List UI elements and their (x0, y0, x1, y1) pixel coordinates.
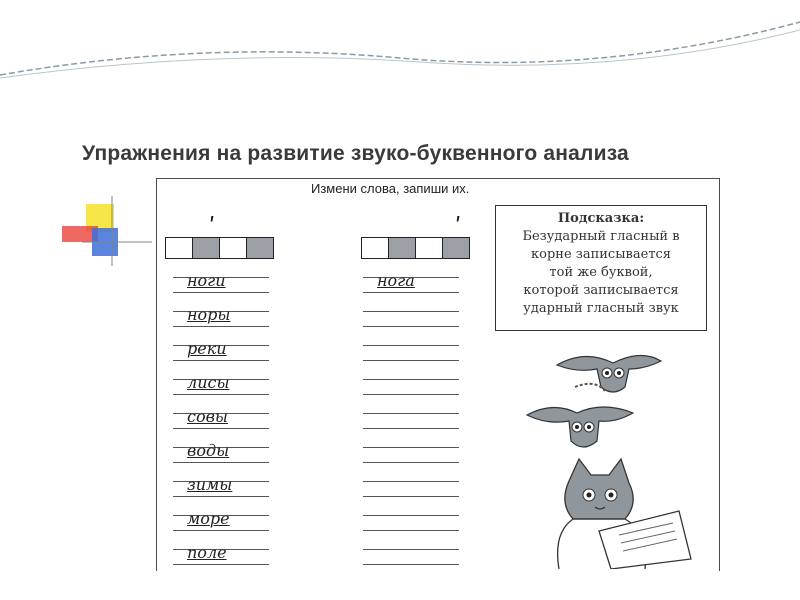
answer-row-blank[interactable] (363, 475, 459, 509)
answer-row-blank[interactable] (363, 543, 459, 577)
scheme-cell (362, 238, 389, 258)
word-row (173, 509, 269, 543)
word-row (173, 305, 269, 339)
answer-row-blank[interactable] (363, 407, 459, 441)
given-word: лисы (187, 373, 230, 392)
answer-row-blank[interactable] (363, 305, 459, 339)
word-scheme-right (361, 215, 470, 259)
given-word: совы (187, 407, 228, 426)
left-word-column (173, 271, 269, 577)
word-row (173, 475, 269, 509)
slide-title: Упражнения на развитие звуко-буквенного анализа (82, 142, 629, 165)
word-row (173, 339, 269, 373)
wave-decoration (0, 0, 800, 100)
cat-with-scroll-icon (529, 451, 699, 569)
word-row (173, 441, 269, 475)
worksheet (156, 178, 720, 571)
answer-row-blank[interactable] (363, 441, 459, 475)
given-word: зимы (187, 475, 233, 494)
word-row (173, 543, 269, 577)
word-scheme-left (165, 215, 274, 259)
scheme-cell (166, 238, 193, 258)
slide-top-band (0, 0, 800, 100)
accent-mark: ʹ (455, 215, 462, 240)
answer-row-blank[interactable] (363, 339, 459, 373)
color-squares-decoration (62, 196, 152, 268)
scheme-cell-vowel (389, 238, 416, 258)
given-word: море (187, 509, 230, 528)
given-word: реки (187, 339, 227, 358)
hint-title: Подсказка: (557, 211, 645, 226)
hint-line: ударный гласный звук (523, 301, 679, 316)
right-answer-column (363, 271, 459, 577)
given-word: поле (187, 543, 227, 562)
hint-line: корне записывается (531, 247, 671, 262)
word-row (173, 407, 269, 441)
scheme-cell-vowel (193, 238, 220, 258)
hint-box (495, 205, 707, 331)
hint-line: которой записывается (523, 283, 679, 298)
owl-icon (525, 401, 637, 455)
given-word: ноги (187, 271, 226, 290)
word-row (173, 271, 269, 305)
hint-line: той же буквой, (549, 265, 653, 280)
scheme-cell-vowel (443, 238, 469, 258)
answer-row (363, 271, 459, 305)
hint-line: Безударный гласный в (522, 229, 680, 244)
scheme-cell (220, 238, 247, 258)
given-word: воды (187, 441, 230, 460)
example-answer: нога (377, 271, 415, 290)
scheme-cell-vowel (247, 238, 273, 258)
answer-row-blank[interactable] (363, 509, 459, 543)
word-row (173, 373, 269, 407)
given-word: норы (187, 305, 231, 324)
accent-mark: ʹ (209, 215, 216, 240)
answer-row-blank[interactable] (363, 373, 459, 407)
worksheet-instruction: Измени слова, запиши их. (311, 181, 470, 196)
owl-icon (555, 347, 665, 399)
scheme-cell (416, 238, 443, 258)
